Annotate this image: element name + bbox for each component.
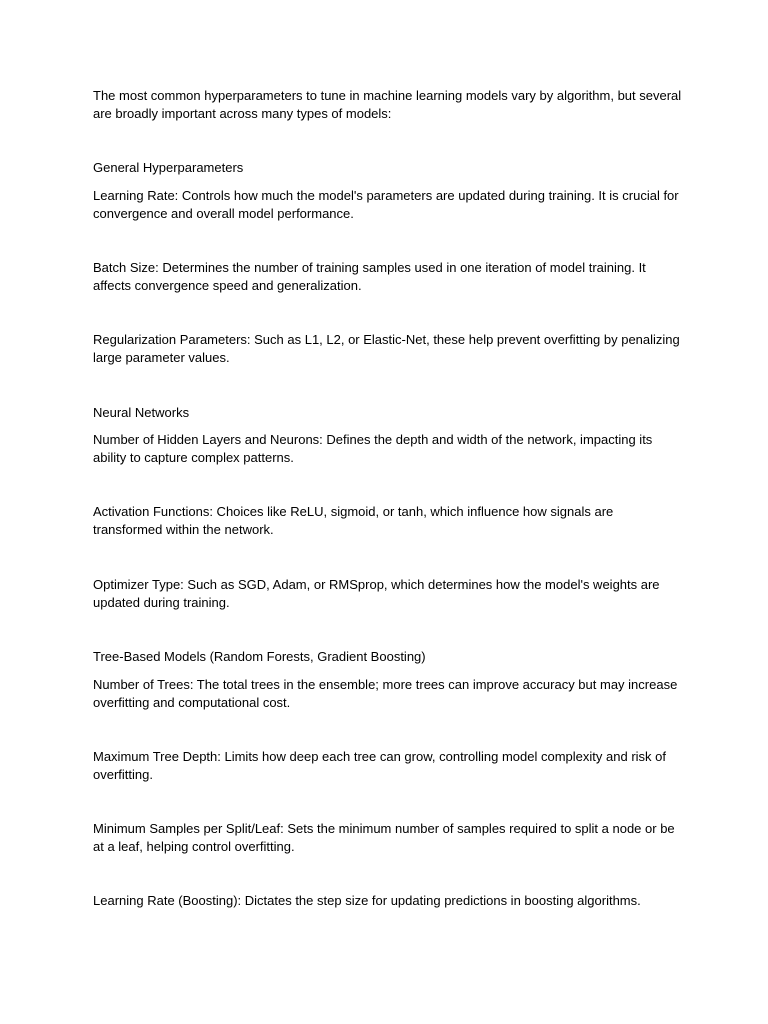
paragraph-learning-rate-boosting: Learning Rate (Boosting): Dictates the step size for updating predictions in boosting algorithms.: [93, 893, 641, 908]
paragraph-optimizer-type: Optimizer Type: Such as SGD, Adam, or RMSprop, which determines how the model's weights are updated during training.: [93, 577, 660, 610]
paragraph-max-tree-depth: Maximum Tree Depth: Limits how deep each tree can grow, controlling model complexity and risk of overfitting.: [93, 749, 666, 782]
paragraph-activation-functions: Activation Functions: Choices like ReLU, sigmoid, or tanh, which influence how signals are transformed within the network.: [93, 504, 614, 537]
intro-paragraph: The most common hyperparameters to tune in machine learning models vary by algorithm, but several are broadly important across many types of models:: [93, 88, 682, 121]
section-heading-neural-networks: Neural Networks: [93, 405, 190, 420]
paragraph-hidden-layers: Number of Hidden Layers and Neurons: Defines the depth and width of the network, impacting its ability to capture complex patterns.: [93, 432, 653, 465]
paragraph-regularization: Regularization Parameters: Such as L1, L2, or Elastic-Net, these help prevent overfitting by penalizing large parameter values.: [93, 332, 680, 365]
section-heading-tree-based: Tree-Based Models (Random Forests, Gradient Boosting): [93, 649, 426, 664]
paragraph-batch-size: Batch Size: Determines the number of training samples used in one iteration of model training. It affects convergence speed and generalization.: [93, 260, 646, 293]
paragraph-learning-rate: Learning Rate: Controls how much the model's parameters are updated during training. It is crucial for convergence and overall model performance.: [93, 188, 679, 221]
paragraph-min-samples: Minimum Samples per Split/Leaf: Sets the minimum number of samples required to split a node or be at a leaf, helping control overfitting.: [93, 821, 675, 854]
paragraph-number-of-trees: Number of Trees: The total trees in the ensemble; more trees can improve accuracy but may increase overfitting and computational cost.: [93, 677, 678, 710]
section-heading-general: General Hyperparameters: [93, 160, 244, 175]
